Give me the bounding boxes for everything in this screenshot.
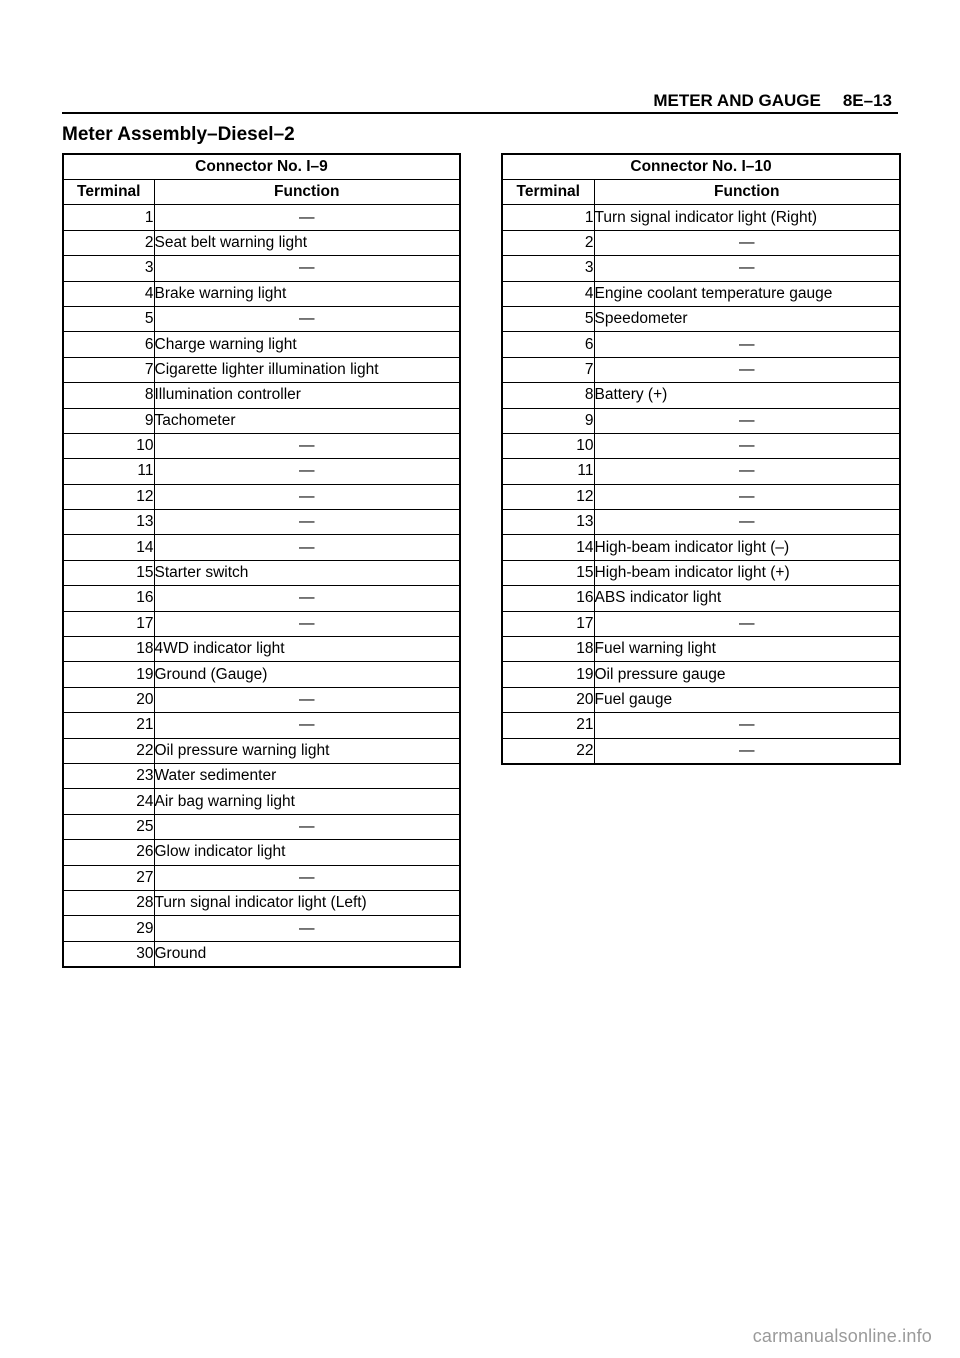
table-row	[63, 560, 460, 585]
function-cell: Battery (+)	[594, 383, 900, 408]
function-cell: Starter switch	[154, 560, 460, 585]
terminal-cell: 3	[63, 256, 154, 281]
terminal-cell: 5	[63, 306, 154, 331]
connector-title: Connector No. I–9	[63, 154, 460, 180]
table-row	[502, 332, 900, 357]
connector-table-i10	[501, 153, 901, 765]
function-cell: Fuel gauge	[594, 687, 900, 712]
terminal-cell: 15	[502, 560, 594, 585]
terminal-cell: 1	[63, 205, 154, 230]
terminal-cell: 26	[63, 840, 154, 865]
table-row	[63, 865, 460, 890]
terminal-cell: 10	[502, 433, 594, 458]
column-header-function: Function	[594, 180, 900, 205]
function-cell: —	[154, 256, 460, 281]
function-cell: Speedometer	[594, 306, 900, 331]
terminal-cell: 9	[63, 408, 154, 433]
table-row	[502, 459, 900, 484]
table-row	[63, 789, 460, 814]
section-title: METER AND GAUGE	[653, 91, 821, 110]
table-row	[63, 332, 460, 357]
function-cell: —	[154, 713, 460, 738]
function-cell: —	[594, 713, 900, 738]
connector-title: Connector No. I–10	[502, 154, 900, 180]
table-row	[502, 306, 900, 331]
function-cell: —	[594, 459, 900, 484]
function-cell: —	[154, 510, 460, 535]
table-row	[502, 713, 900, 738]
function-cell: ABS indicator light	[594, 586, 900, 611]
function-cell: —	[154, 459, 460, 484]
function-cell: —	[594, 357, 900, 382]
function-cell: —	[154, 687, 460, 712]
terminal-cell: 25	[63, 814, 154, 839]
table-row	[63, 890, 460, 915]
terminal-cell: 18	[502, 637, 594, 662]
terminal-cell: 18	[63, 637, 154, 662]
function-cell: Oil pressure gauge	[594, 662, 900, 687]
terminal-cell: 20	[502, 687, 594, 712]
terminal-cell: 21	[63, 713, 154, 738]
table-row	[63, 459, 460, 484]
terminal-cell: 9	[502, 408, 594, 433]
table-row	[502, 637, 900, 662]
terminal-cell: 17	[502, 611, 594, 636]
table-row	[502, 738, 900, 764]
page-title: Meter Assembly–Diesel–2	[62, 124, 295, 145]
terminal-cell: 14	[502, 535, 594, 560]
terminal-cell: 13	[63, 510, 154, 535]
table-row	[63, 586, 460, 611]
terminal-cell: 22	[502, 738, 594, 764]
table-row	[502, 205, 900, 230]
table-row	[63, 230, 460, 255]
table-row	[502, 484, 900, 509]
terminal-cell: 10	[63, 433, 154, 458]
column-header-terminal: Terminal	[502, 180, 594, 205]
table-row	[502, 256, 900, 281]
terminal-cell: 23	[63, 763, 154, 788]
function-cell: —	[594, 738, 900, 764]
table-row	[502, 535, 900, 560]
table-row	[502, 687, 900, 712]
function-cell: —	[154, 535, 460, 560]
table-row	[63, 738, 460, 763]
function-cell: —	[594, 611, 900, 636]
function-cell: 4WD indicator light	[154, 637, 460, 662]
table-row	[63, 383, 460, 408]
table-row	[502, 662, 900, 687]
table-row	[502, 611, 900, 636]
table-row	[502, 357, 900, 382]
terminal-cell: 22	[63, 738, 154, 763]
terminal-cell: 21	[502, 713, 594, 738]
function-cell: —	[154, 433, 460, 458]
function-cell: —	[594, 230, 900, 255]
function-cell: Oil pressure warning light	[154, 738, 460, 763]
table-row	[63, 763, 460, 788]
function-cell: Cigarette lighter illumination light	[154, 357, 460, 382]
function-cell: Ground (Gauge)	[154, 662, 460, 687]
terminal-cell: 30	[63, 941, 154, 967]
function-cell: —	[154, 306, 460, 331]
table-row	[63, 713, 460, 738]
table-row	[63, 611, 460, 636]
function-cell: —	[594, 433, 900, 458]
terminal-cell: 29	[63, 916, 154, 941]
table-row	[63, 916, 460, 941]
terminal-cell: 13	[502, 510, 594, 535]
function-cell: —	[154, 916, 460, 941]
terminal-cell: 16	[63, 586, 154, 611]
page-number: 8E–13	[842, 91, 892, 110]
function-cell: High-beam indicator light (–)	[594, 535, 900, 560]
function-cell: Air bag warning light	[154, 789, 460, 814]
terminal-cell: 5	[502, 306, 594, 331]
function-cell: —	[594, 484, 900, 509]
table-row	[502, 383, 900, 408]
terminal-cell: 6	[502, 332, 594, 357]
function-cell: Water sedimenter	[154, 763, 460, 788]
terminal-cell: 11	[502, 459, 594, 484]
terminal-cell: 6	[63, 332, 154, 357]
table-row	[63, 433, 460, 458]
table-row	[63, 256, 460, 281]
function-cell: High-beam indicator light (+)	[594, 560, 900, 585]
function-cell: Charge warning light	[154, 332, 460, 357]
terminal-cell: 17	[63, 611, 154, 636]
function-cell: —	[154, 484, 460, 509]
terminal-cell: 27	[63, 865, 154, 890]
function-cell: Turn signal indicator light (Right)	[594, 205, 900, 230]
function-cell: —	[154, 865, 460, 890]
column-header-terminal: Terminal	[63, 180, 154, 205]
table-row	[63, 814, 460, 839]
table-row	[63, 662, 460, 687]
table-row	[63, 357, 460, 382]
function-cell: —	[154, 205, 460, 230]
terminal-cell: 19	[63, 662, 154, 687]
table-row	[63, 510, 460, 535]
table-row	[63, 840, 460, 865]
function-cell: Illumination controller	[154, 383, 460, 408]
table-row	[502, 281, 900, 306]
table-row	[63, 637, 460, 662]
table-row	[63, 281, 460, 306]
terminal-cell: 8	[63, 383, 154, 408]
terminal-cell: 12	[502, 484, 594, 509]
terminal-cell: 3	[502, 256, 594, 281]
terminal-cell: 28	[63, 890, 154, 915]
table-row	[502, 510, 900, 535]
terminal-cell: 19	[502, 662, 594, 687]
terminal-cell: 12	[63, 484, 154, 509]
table-row	[63, 687, 460, 712]
table-row	[63, 306, 460, 331]
table-row	[502, 560, 900, 585]
terminal-cell: 11	[63, 459, 154, 484]
function-cell: —	[594, 256, 900, 281]
column-header-function: Function	[154, 180, 460, 205]
function-cell: Ground	[154, 941, 460, 967]
terminal-cell: 2	[63, 230, 154, 255]
function-cell: —	[154, 814, 460, 839]
terminal-cell: 4	[63, 281, 154, 306]
function-cell: Seat belt warning light	[154, 230, 460, 255]
terminal-cell: 15	[63, 560, 154, 585]
connector-table-i9	[62, 153, 461, 968]
page-header	[62, 90, 898, 114]
header-text	[653, 90, 892, 112]
table-row	[502, 433, 900, 458]
table-row	[63, 484, 460, 509]
table-row	[502, 586, 900, 611]
function-cell: Tachometer	[154, 408, 460, 433]
function-cell: Glow indicator light	[154, 840, 460, 865]
table-row	[63, 941, 460, 967]
terminal-cell: 20	[63, 687, 154, 712]
function-cell: —	[154, 611, 460, 636]
terminal-cell: 14	[63, 535, 154, 560]
terminal-cell: 24	[63, 789, 154, 814]
table-row	[63, 535, 460, 560]
function-cell: —	[594, 332, 900, 357]
function-cell: Brake warning light	[154, 281, 460, 306]
table-row	[502, 408, 900, 433]
table-row	[63, 205, 460, 230]
terminal-cell: 7	[502, 357, 594, 382]
terminal-cell: 16	[502, 586, 594, 611]
terminal-cell: 2	[502, 230, 594, 255]
terminal-cell: 4	[502, 281, 594, 306]
function-cell: —	[154, 586, 460, 611]
function-cell: —	[594, 510, 900, 535]
function-cell: Fuel warning light	[594, 637, 900, 662]
terminal-cell: 8	[502, 383, 594, 408]
terminal-cell: 7	[63, 357, 154, 382]
terminal-cell: 1	[502, 205, 594, 230]
watermark: carmanualsonline.info	[752, 1326, 932, 1346]
function-cell: —	[594, 408, 900, 433]
table-row	[63, 408, 460, 433]
function-cell: Engine coolant temperature gauge	[594, 281, 900, 306]
table-row	[502, 230, 900, 255]
function-cell: Turn signal indicator light (Left)	[154, 890, 460, 915]
